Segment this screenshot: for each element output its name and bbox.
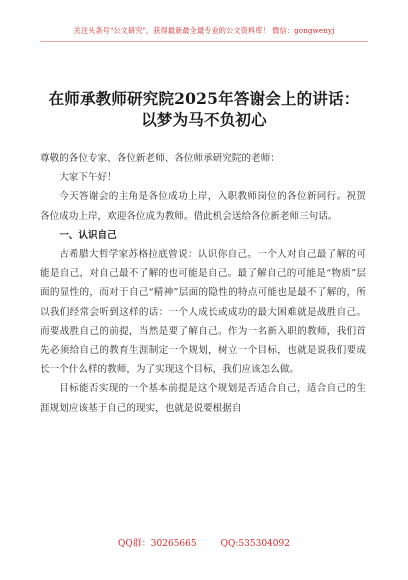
body-paragraph: 目标能否实现的一个基本前提是这个规划是否适合自己，适合自己的生涯规划应该基于自己的现实，也就是说要根据自 [40, 383, 366, 414]
document-body [40, 149, 366, 418]
salutation: 尊敬的各位专家、各位新老师、各位师承研究院的老师： [40, 153, 280, 164]
qq-number-text: QQ:535304092 [220, 539, 290, 549]
qq-group-text: QQ群：30265665 [118, 539, 197, 549]
greeting: 大家下午好！ [59, 172, 117, 184]
header-divider [40, 41, 368, 42]
opening-paragraph: 今天答谢会的主角是各位成功上岸，入职教师岗位的各位新同行。祝贺各位成功上岸，欢迎各位成为教师。借此机会送给各位新老师三句话。 [40, 191, 366, 222]
document-title-line-1: 在师承教师研究院2025年答谢会上的讲话： [48, 89, 360, 108]
header-banner: 关注头条号"公文研究"，获得最新最全最专业的公文资料库！ 微信：gongwenyj [73, 26, 335, 35]
section-heading: 一、认识自己 [59, 229, 117, 241]
footer-contact [0, 536, 408, 549]
document-title-line-2: 以梦为马不负初心 [141, 110, 267, 129]
body-paragraph: 古希腊大哲学家苏格拉底曾说：认识你自己。一个人对自己最了解的可能是自己，对自己最不了解的也可能是自己。最了解自己的可能是“物质”层面的显性的，而对于自己“精神”层面的隐性的特点可能也是最不了解的，所以我们经常会听到这样的话：一个人成长或成功的最大困难就是战胜自己。而要战胜自己的前提，当然是要了解自己。作为一名新入职的教师，我们首先必须给自己的教育生涯制定一个规划，树立一个目标，也就是说我们要成长一个什么样的教师，为了实现这个目标，我们应该怎么做。 [40, 249, 366, 376]
